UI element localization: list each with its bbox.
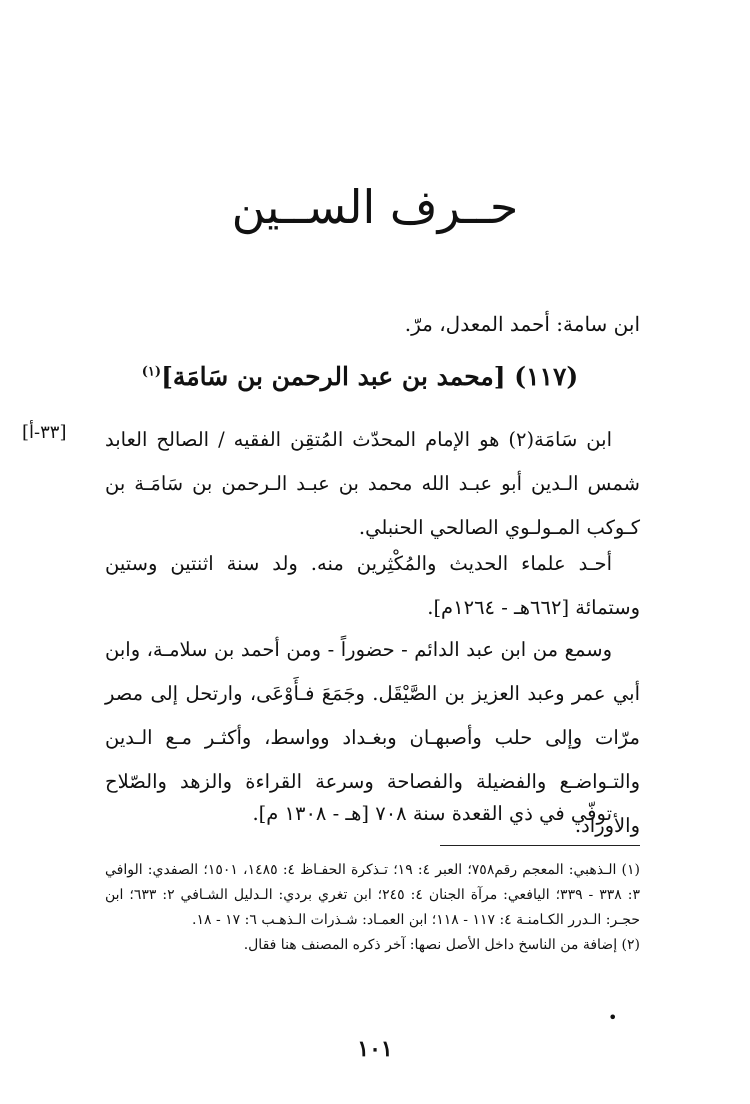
footnote-divider bbox=[440, 845, 640, 846]
entry-paragraph: ابن سَامَة(٢) هو الإمام المحدّث المُتقِن الفقيه / الصالح العابد شمس الـدين أبو عبـد الله محمد بن عبـد الـرحمن بن سَامَـة بن كـوكب المـولـوي الصالحي الحنبلي. bbox=[105, 428, 640, 539]
page-number: ١٠١ bbox=[357, 1036, 393, 1062]
entry-paragraph: توفّي في ذي القعدة سنة ٧٠٨ [هـ - ١٣٠٨ م]. bbox=[252, 802, 612, 825]
heading-footnote-marker: (١) bbox=[141, 364, 162, 380]
cross-reference: ابن سامة: أحمد المعدل، مرّ. bbox=[404, 312, 640, 336]
footnote-item: (٢) إضافة من الناسخ داخل الأصل نصها: آخر ذكره المصنف هنا فقال. bbox=[243, 937, 640, 953]
footnote-item: (١) الـذهبي: المعجم رقم٧٥٨؛ العبر ٤: ١٩؛ تـذكرة الحفـاظ ٤: ١٤٨٥، ١٥٠١؛ الصفدي: الوافي ٣: ٣٣٨ - ٣٣٩؛ اليافعي: مرآة الجنان ٤: ٢٤٥؛ ابن تغري بردي: الـدليل الشـافي ٢: ٦٣٣؛ ابن حجـر: الـدرر الكـامنـة ٤: ١١٧ - ١١٨؛ ابن العمـاد: شـذرات الـذهـب ٦: ١٧ - ١٨. bbox=[105, 862, 641, 928]
manuscript-folio-marker: [٣٣-أ] bbox=[22, 422, 67, 443]
entry-paragraph: وسمع من ابن عبد الدائم - حضوراً - ومن أحمد بن سلامـة، وابن أبي عمر وعبد العزيز بن الصَّيْقَل. وجَمَعَ فـأَوْعَى، وارتحل إلى مصر مرّات وإلى حلب وأصبهـان وبغـداد وواسط، وأكثـر مـع الـدين والتـواضـع والفضيلة والفصاحة وسرعة القراءة والزهد والصّلاح والأوراد. bbox=[105, 638, 640, 837]
entry-heading bbox=[80, 362, 640, 391]
entry-heading-text: (١١٧) [محمد بن عبد الرحمن بن سَامَة] bbox=[161, 362, 579, 391]
chapter-title: حــرف الســين bbox=[231, 180, 519, 234]
bullet-mark: • bbox=[608, 1008, 618, 1027]
entry-paragraph: أحـد علماء الحديث والمُكْثِرين منه. ولد سنة اثنتين وستين وستمائة [٦٦٢هـ - ١٢٦٤م]. bbox=[105, 552, 640, 619]
footnotes bbox=[105, 858, 640, 958]
